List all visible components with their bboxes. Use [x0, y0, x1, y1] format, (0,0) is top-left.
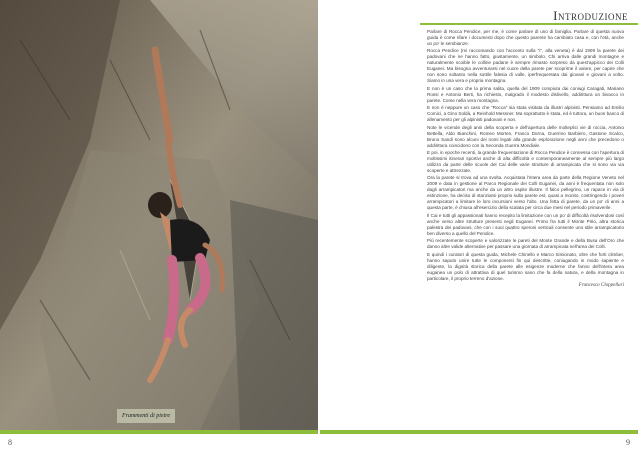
page-number-right: 9: [626, 438, 630, 447]
heading-rule: [420, 23, 638, 25]
page-number-left: 8: [8, 438, 12, 447]
photo-caption: Frammenti di pietre: [117, 409, 175, 423]
paragraph: E non è neppure un caso che "Rocca" sia stata visitata da illustri alpinisti. Pensiamo ad Emilio Comici, a Gino Soldà, a Reinhold Messner. Ma soprattutto è stata, ed è tuttora, un buon banco di allenamento per gli alpinisti padovani e non.: [427, 105, 624, 123]
paragraph: E poi, in epoche recenti, la grande frequentazione di Rocca Pendice è connessa con l'apertura di moltissimi itinerari sportivi anche di alta difficoltà e contemporaneamente al sempre più largo utilizzo da parte delle scuole del Cai delle varie strutture di arrampicata che si sono via via scoperte e attrezzate.: [427, 150, 625, 173]
paragraph: Più recentemente scoperte e valorizzate le pareti del Monte Grande e della Busa dell'Oro che danno altre valide alternative per passare una giornata di arrampicata nell'area dei Colli.: [427, 238, 624, 250]
paragraph: E quindi i curatori di questa guida, Michele Chinello e Marco Simionato, oltre che forti climber, hanno saputo unire tutte le componenti fin qui descritte, coniugando in modo sapiente e diligente, la dignità storica della parete alle esigenze moderne che fanno dell'intera area euganea un polo di attrattiva di quel turismo sano che fa della natura, e della montagna in particolare, il proprio terreno d'azione.: [427, 251, 624, 281]
paragraph: Note le vicende degli anni della scoperta e dell'apertura delle molteplici vie di roccia. Antonio Bettella, Aldo Bianchini, Romeo Morten, Franco Dorna, Guerrino Barbiero, Gastone Scalco, Bruno Sandi sono alcuni dei nomi legati alla grande esplorazione negli anni che precedono o addirittura coincidono con la Seconda Guerra Mondiale.: [427, 124, 624, 148]
page-title: Introduzione: [553, 8, 628, 23]
footer-rule-left: [0, 430, 318, 434]
paragraph: Rocca Pendice (mi raccomando con l'accento sulla "i", alla veneta) è dal 1909 la parete dei padovani che ne hanno fatto, giustamente, un simbolo. Chi arriva dalle grandi montagne e naturalmente scoible le colline padane è sempre rimasto sorpreso da quest'appicco dei Colli Euganei. Ma bisogna avventurarsi nel cuore della parete per scoprirne il valore, per capire che non sono soltanto nella sottile falesia di valle, iperfrequentata dai giovani e giovani a volto. Siamo in una vera e propria montagna.: [427, 48, 624, 84]
paragraph: Il Cai e tutti gli appassionati hanno recepito la limitazione con un po' di difficoltà risolvendosi così anche verso altre strutture presenti negli Euganei. Primo fra tutti il Monte Pirio, altra storica palestra dei padovani, che con i suoi quattro speroni verticali consente uno stile arrampicatorio ben diverso a quello del Pendice.: [427, 212, 624, 236]
body-text: [427, 29, 624, 289]
footer-rule-right: [320, 430, 638, 434]
rock-face-illustration: [0, 0, 318, 430]
paragraph: Parlare di Rocca Pendice, per me, è come parlare di uno di famiglia. Parlare di questa nuova guida è come rifare i documenti dopo che questo parente ha cambiato casa e, con l'età, anche un po' le sembianze.: [427, 29, 624, 46]
paragraph: E non è un caso che la prima salita, quella del 1909 compiuta dai coniugi Caragati, Mariano Rossi e Antonio Berti, ha richiesto, malgrado il modesto dislivello, addirittura un bivacco in parete. Come nella vera montagna.: [427, 85, 624, 103]
paragraph: Ora la parete si trova ad una svolta. Acquistata l'intera area da parte della Regione Veneto nel 2009 e data in gestione al Parco Regionale dei Colli Euganei, da anni è frequentata non solo dagli arrampicatori ma anche da un altro ospite illustre. Il falco pellegrino, un rapace in via di estinzione, ha deciso di stanziarsi proprio sulla parete est, quasi a monito, costringendo i poveri arrampicatori a limitare le loro incursioni verso l'alto. Una fetta di parete, da un po' di anni a questa parte, è chiusa all'esercizio della scalata per circa due mesi nel periodo primaverile.: [427, 175, 624, 211]
climbing-photo: [0, 0, 318, 430]
author-signature: Francesco Cloppellari: [578, 283, 624, 289]
